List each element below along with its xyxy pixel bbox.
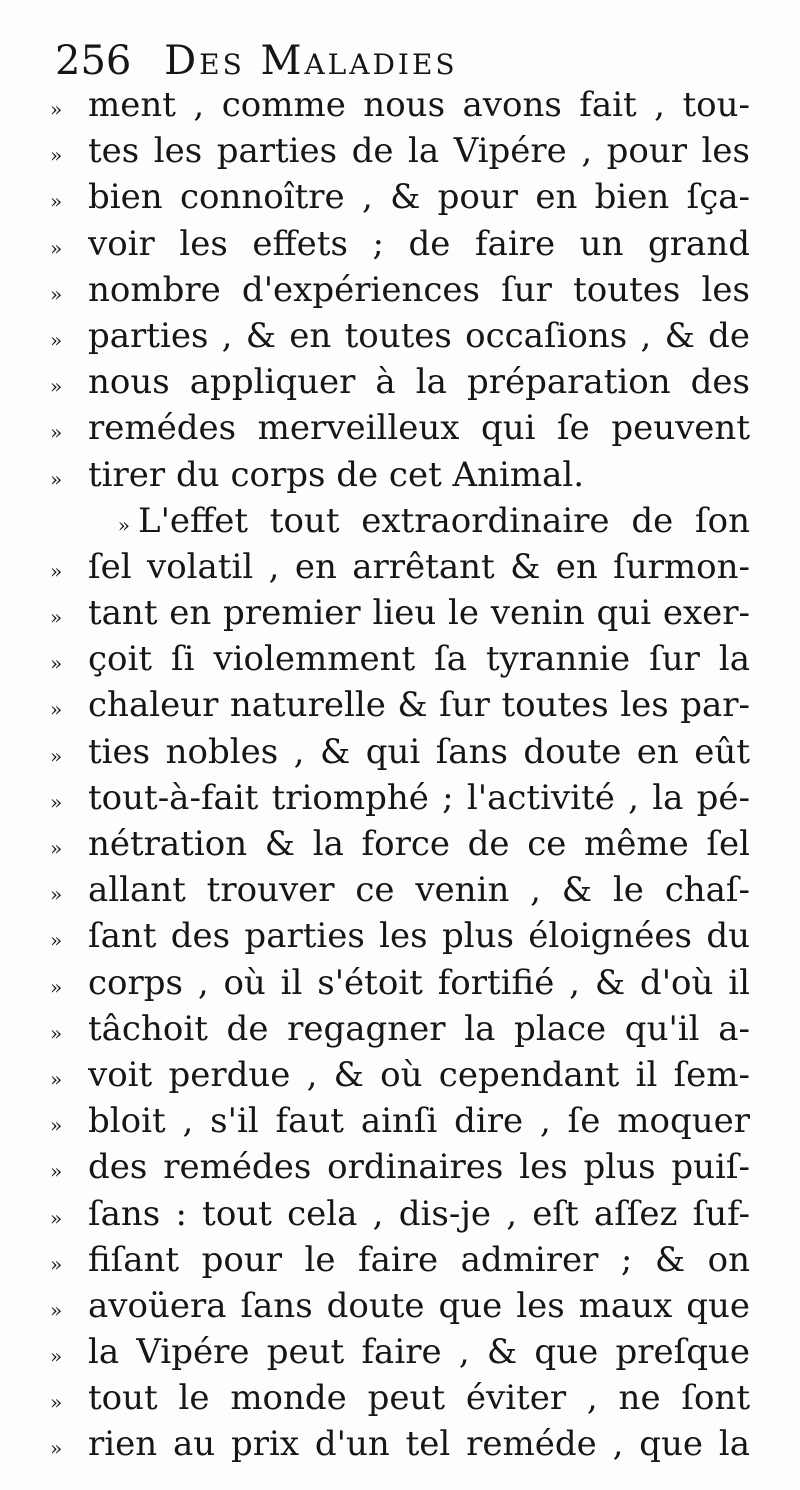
quotation-mark: »: [50, 466, 63, 491]
text-line: [50, 174, 750, 220]
line-text: voir les effets ; de faire un grand: [88, 223, 750, 264]
text-line: [50, 960, 750, 1006]
text-line: [50, 313, 750, 359]
line-text: voit perdue , & où cependant il ſem-: [88, 1054, 750, 1095]
quotation-mark: »: [50, 1436, 63, 1461]
line-text: fiſant pour le faire admirer ; & on: [88, 1239, 750, 1280]
line-text: tout-à-fait triomphé ; l'activité , la pé-: [88, 777, 750, 818]
text-line: [50, 1329, 750, 1375]
text-line: [50, 1006, 750, 1052]
line-text: bloit , s'il faut ainſi dire , ſe moquer: [88, 1101, 750, 1142]
quotation-mark: »: [50, 1113, 63, 1138]
quotation-mark: »: [50, 789, 63, 814]
line-text: ſel volatil , en arrêtant & en ſurmon-: [88, 546, 750, 587]
text-line: [50, 729, 750, 775]
line-text: tout le monde peut éviter , ne ſont: [88, 1378, 750, 1419]
line-text: allant trouver ce venin , & le chaſ-: [88, 870, 750, 911]
quotation-mark: »: [50, 1066, 63, 1091]
line-text: corps , où il s'étoit fortifié , & d'où il: [88, 962, 750, 1003]
line-text: çoit ſi violemment ſa tyrannie ſur la: [88, 639, 750, 680]
text-line: [50, 821, 750, 867]
text-line: [50, 405, 750, 451]
quotation-mark: »: [50, 882, 63, 907]
line-text: ment , comme nous avons fait , tou-: [88, 85, 750, 125]
quotation-mark: »: [50, 651, 63, 676]
line-text: tirer du corps de cet Animal.: [88, 454, 585, 495]
quotation-mark: »: [50, 97, 63, 121]
text-line: [50, 452, 750, 498]
text-line: [50, 913, 750, 959]
quotation-mark: »: [50, 374, 63, 399]
quotation-mark: »: [50, 327, 63, 352]
text-line: [50, 1191, 750, 1237]
line-text: tâchoit de regagner la place qu'il a-: [88, 1008, 750, 1049]
paragraph-first-line: [50, 498, 750, 544]
line-text: ties nobles , & qui ſans doute en eût: [88, 731, 750, 772]
quotation-mark: »: [50, 420, 63, 445]
quotation-mark: »: [50, 558, 63, 583]
quotation-mark: »: [50, 1344, 63, 1369]
quotation-mark: »: [50, 974, 63, 999]
quotation-mark: »: [50, 143, 63, 168]
quotation-mark: »: [50, 235, 63, 260]
quotation-mark: »: [50, 928, 63, 953]
quotation-mark: »: [50, 1020, 63, 1045]
quotation-mark: »: [50, 697, 63, 722]
body-text: [50, 82, 750, 1468]
text-line: [50, 867, 750, 913]
text-line: [50, 1052, 750, 1098]
line-text: tant en premier lieu le venin qui exer-: [88, 593, 750, 634]
line-text: chaleur naturelle & ſur toutes les par-: [88, 685, 750, 726]
quotation-mark: »: [50, 605, 63, 630]
text-line: [50, 1375, 750, 1421]
quotation-mark: »: [50, 281, 63, 306]
text-line: [50, 359, 750, 405]
line-text: nombre d'expériences ſur toutes les: [88, 269, 750, 310]
line-text: remédes merveilleux qui ſe peuvent: [88, 408, 750, 449]
line-text: bien connoître , & pour en bien ſça-: [88, 177, 750, 218]
quotation-mark: »: [50, 1251, 63, 1276]
text-line: [50, 1237, 750, 1283]
line-text: nous appliquer à la préparation des: [88, 362, 750, 403]
line-text: nétration & la force de ce même ſel: [88, 824, 750, 864]
quotation-mark: »: [50, 836, 63, 860]
text-line: [50, 221, 750, 267]
quotation-mark: »: [117, 512, 130, 537]
text-line: [50, 544, 750, 590]
text-line: [50, 1098, 750, 1144]
line-text: parties , & en toutes occaſions , & de: [88, 315, 750, 356]
quotation-mark: »: [50, 1390, 63, 1415]
line-text: des remédes ordinaires les plus puiſ-: [88, 1147, 750, 1188]
quotation-mark: »: [50, 743, 63, 768]
line-text: avoüera ſans doute que les maux que: [88, 1285, 750, 1326]
quotation-mark: »: [50, 1297, 63, 1322]
quotation-mark: »: [50, 189, 63, 214]
line-text: L'effet tout extraordinaire de ſon: [138, 500, 750, 541]
running-header: [55, 36, 458, 86]
text-line: [50, 636, 750, 682]
text-line: [50, 1144, 750, 1190]
text-line: [50, 267, 750, 313]
line-text: la Vipére peut faire , & que preſque: [88, 1332, 750, 1373]
line-text: ſans : tout cela , dis-je , eſt aſſez ſuf-: [88, 1193, 750, 1234]
line-text: tes les parties de la Vipére , pour les: [88, 131, 750, 172]
text-line: [50, 775, 750, 821]
line-text: rien au prix d'un tel reméde , que la: [88, 1424, 750, 1465]
text-line: [50, 682, 750, 728]
page-number: 256: [55, 38, 132, 84]
text-line: [50, 1283, 750, 1329]
text-line: [50, 82, 750, 128]
running-title: Des Maladies: [164, 38, 458, 84]
quotation-mark: »: [50, 1205, 63, 1230]
text-line: [50, 128, 750, 174]
quotation-mark: »: [50, 1159, 63, 1184]
text-line: [50, 590, 750, 636]
text-line: [50, 1421, 750, 1467]
line-text: ſant des parties les plus éloignées du: [88, 916, 750, 957]
